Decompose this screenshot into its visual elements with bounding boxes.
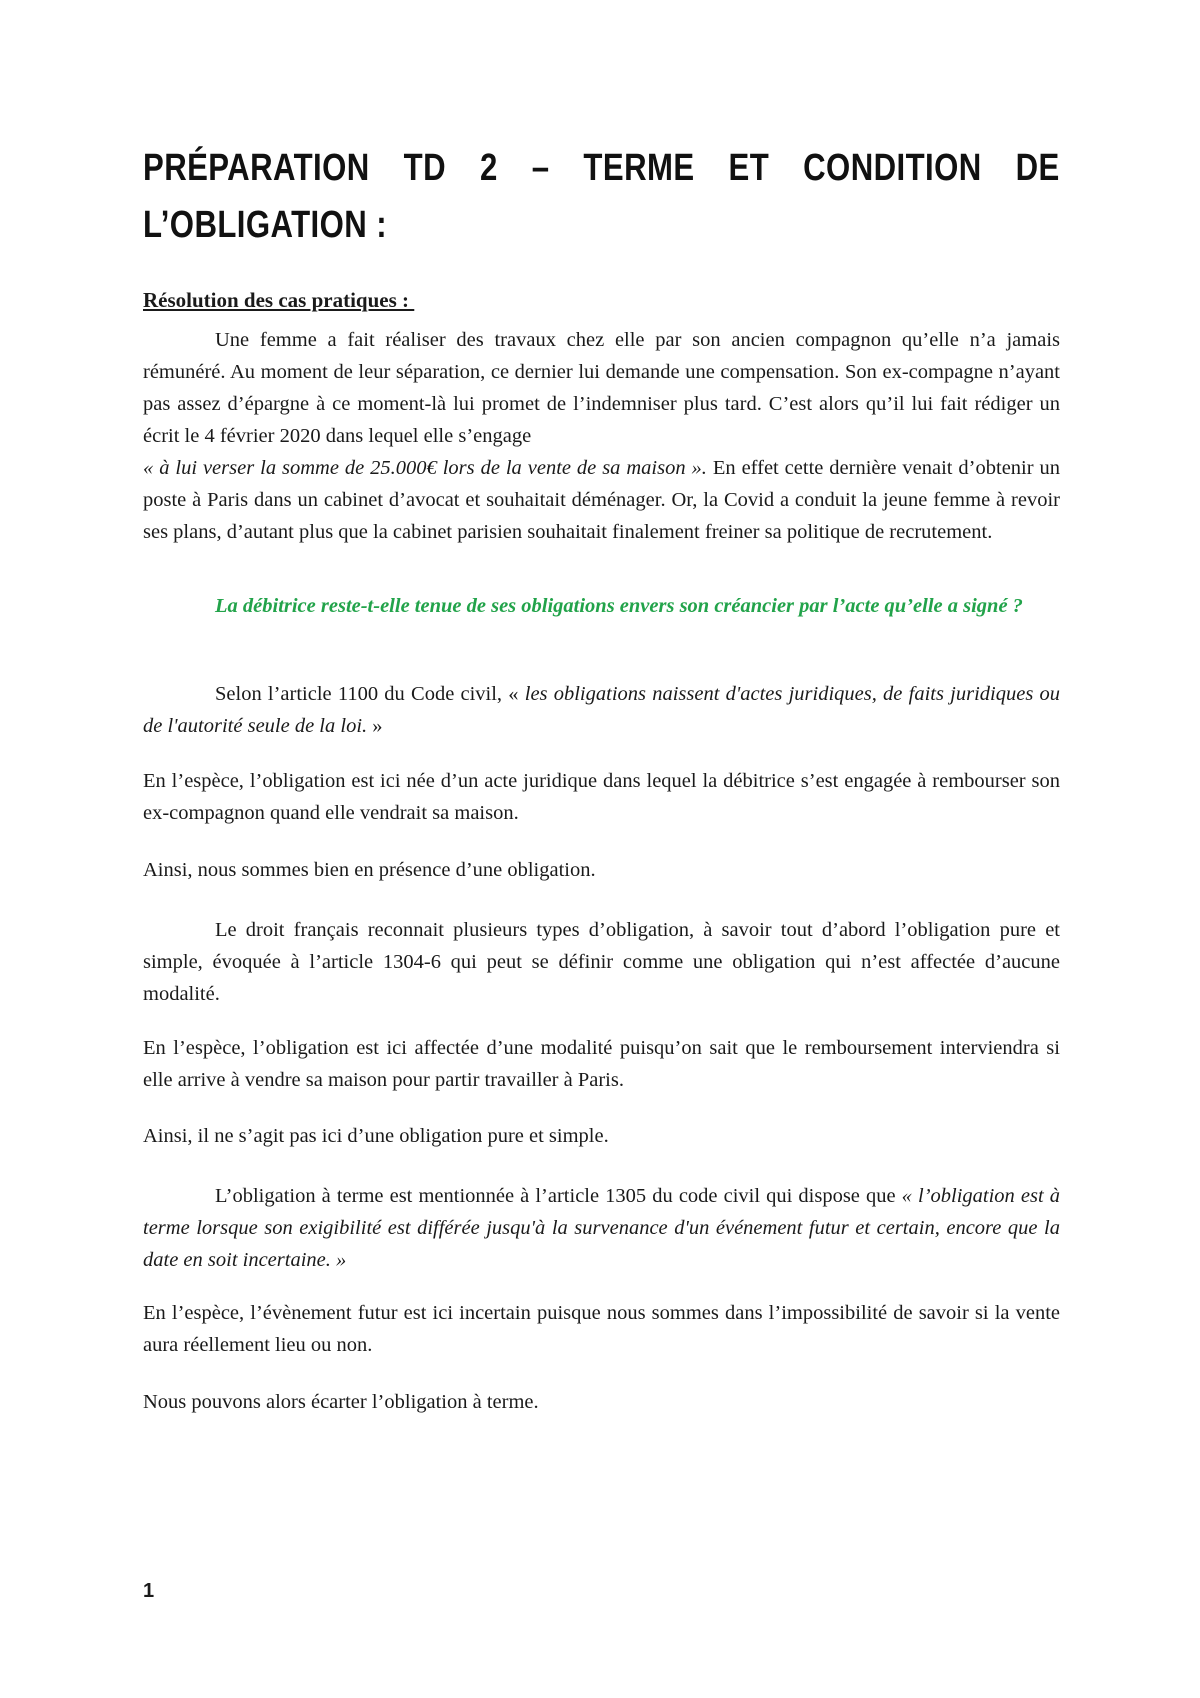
page-number: 1 xyxy=(143,1580,155,1602)
conclusion-paragraph-2: Ainsi, il ne s’agit pas ici d’une obligation pure et simple. xyxy=(143,1125,609,1147)
case-facts-paragraph xyxy=(143,324,1060,548)
case-facts-text: Une femme a fait réaliser des travaux chez elle par son ancien compagnon qu’elle n’a jamais rémunéré. Au moment de leur séparation, ce dernier lui demande une compensation. Son ex-compagne n’ayant pas assez d’épargne à ce moment-là lui promet de l’indemniser plus tard. C’est alors qu’il lui fait rédiger un écrit le 4 février 2020 dans lequel elle s’engage xyxy=(143,329,1060,447)
article-1305-paragraph xyxy=(143,1180,1060,1276)
application-paragraph-2: En l’espèce, l’obligation est ici affectée d’une modalité puisqu’on sait que le remboursement interviendra si elle arrive à vendre sa maison pour partir travailler à Paris. xyxy=(143,1037,1060,1091)
article-1305-intro: L’obligation à terme est mentionnée à l’article 1305 du code civil qui dispose que xyxy=(215,1185,902,1207)
article-1100-intro: Selon l’article 1100 du Code civil, « xyxy=(215,683,525,705)
document-page xyxy=(143,140,1061,1413)
conclusion-paragraph-3: Nous pouvons alors écarter l’obligation à terme. xyxy=(143,1391,539,1413)
case-facts-end: En effet cette dernière venait d’obtenir un poste à Paris dans un cabinet d’avocat et souhaitait déménager. Or, la Covid a conduit la jeune femme à revoir ses plans, d’autant plus que la cabinet parisien souhaitait finalement freiner sa politique de recrutement. xyxy=(143,457,1061,543)
section-subtitle: Résolution des cas pratiques : xyxy=(143,288,415,312)
application-paragraph-3: En l’espèce, l’évènement futur est ici incertain puisque nous sommes dans l’impossibilité de savoir si la vente aura réellement lieu ou non. xyxy=(143,1302,1060,1356)
article-1100-close: » xyxy=(367,715,383,737)
application-paragraph-1: En l’espèce, l’obligation est ici née d’un acte juridique dans lequel la débitrice s’est engagée à rembourser son ex-compagnon quand elle vendrait sa maison. xyxy=(143,770,1060,824)
legal-question: La débitrice reste-t-elle tenue de ses obligations envers son créancier par l’acte qu’elle a signé ? xyxy=(215,595,1023,617)
article-1305-quote: « l’obligation est à terme lorsque son exigibilité est différée jusqu'à la survenance d'un événement futur et certain, encore que la date en soit incertaine. » xyxy=(143,1185,1060,1271)
case-facts-quote: « à lui verser la somme de 25.000€ lors de la vente de sa maison ». xyxy=(143,457,707,479)
conclusion-paragraph-1: Ainsi, nous sommes bien en présence d’une obligation. xyxy=(143,859,596,881)
document-title: PRÉPARATION TD 2 – TERME ET CONDITION DE L’OBLIGATION : xyxy=(143,147,1060,246)
pure-obligation-paragraph: Le droit français reconnait plusieurs types d’obligation, à savoir tout d’abord l’obligation pure et simple, évoquée à l’article 1304-6 qui peut se définir comme une obligation qui n’est affectée d’aucune modalité. xyxy=(143,919,1060,1005)
article-1100-quote: les obligations naissent d'actes juridiques, de faits juridiques ou de l'autorité seule de la loi. xyxy=(143,683,1061,737)
article-1100-paragraph xyxy=(143,678,1060,742)
